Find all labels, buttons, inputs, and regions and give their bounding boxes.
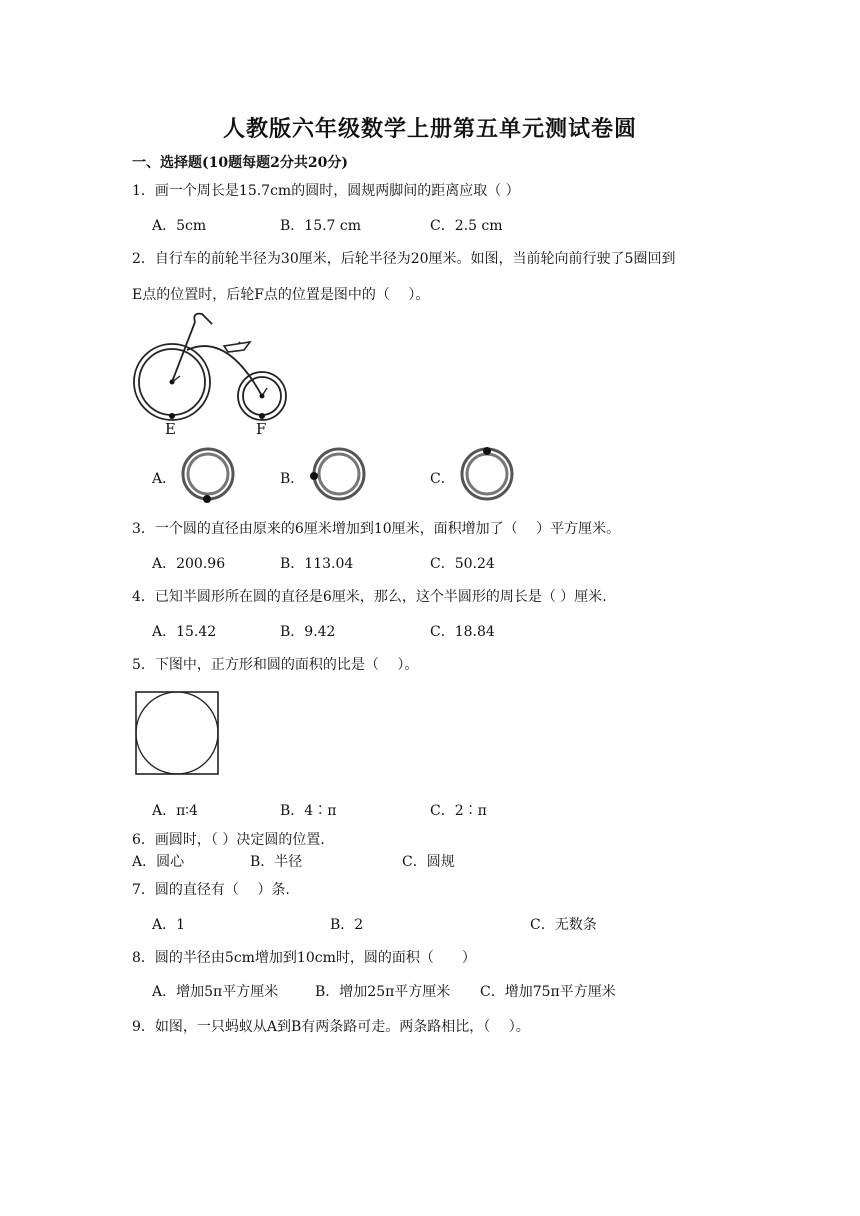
q2-option-b[interactable]: B．: [280, 471, 305, 487]
question-7: 7．圆的直径有（ ）条.: [132, 882, 290, 898]
q8-option-b[interactable]: B．增加25π平方厘米: [315, 984, 451, 1000]
q1-option-c[interactable]: C．2.5 cm: [430, 218, 503, 234]
q7-option-a[interactable]: A．1: [152, 917, 186, 933]
q4-option-c[interactable]: C．18.84: [430, 624, 495, 640]
label-e: E: [165, 420, 176, 438]
q3-option-c[interactable]: C．50.24: [430, 556, 495, 572]
question-6: 6．画圆时，（ ）决定圆的位置.: [132, 832, 325, 848]
q4-option-b[interactable]: B．9.42: [280, 624, 336, 640]
square-circle-figure: [134, 690, 224, 780]
q7-option-b[interactable]: B．2: [330, 917, 364, 933]
question-9: 9．如图，一只蚂蚁从A到B有两条路可走。两条路相比，（ ）。: [132, 1019, 530, 1035]
q5-option-b[interactable]: B．4∶π: [280, 803, 337, 819]
section-heading: 一、选择题(10题每题2分共20分): [132, 155, 348, 171]
q8-option-a[interactable]: A．增加5π平方厘米: [152, 984, 279, 1000]
q2-option-a-wheel: [178, 446, 238, 506]
question-5: 5．下图中，正方形和圆的面积的比是（ ）。: [132, 657, 419, 673]
q6-option-a[interactable]: A．圆心: [132, 854, 185, 870]
q1-option-a[interactable]: A．5cm: [152, 218, 207, 234]
question-3: 3．一个圆的直径由原来的6厘米增加到10厘米，面积增加了（ ）平方厘米。: [132, 521, 621, 537]
page-title: 人教版六年级数学上册第五单元测试卷圆: [222, 116, 637, 142]
q3-option-a[interactable]: A．200.96: [152, 556, 226, 572]
q2-option-c[interactable]: C．: [430, 471, 455, 487]
q4-option-a[interactable]: A．15.42: [152, 624, 217, 640]
q7-option-c[interactable]: C．无数条: [530, 917, 597, 933]
question-2-line-2: E点的位置时，后轮F点的位置是图中的（ ）。: [132, 287, 430, 303]
q5-option-c[interactable]: C．2∶π: [430, 803, 487, 819]
question-8: 8．圆的半径由5cm增加到10cm时，圆的面积（ ）: [132, 950, 476, 966]
question-4: 4．已知半圆形所在圆的直径是6厘米，那么，这个半圆形的周长是（ ）厘米.: [132, 589, 607, 605]
q8-option-c[interactable]: C．增加75π平方厘米: [480, 984, 616, 1000]
q3-option-b[interactable]: B．113.04: [280, 556, 354, 572]
q1-option-b[interactable]: B．15.7 cm: [280, 218, 362, 234]
q2-option-a[interactable]: A．: [152, 471, 177, 487]
q5-option-a[interactable]: A．π∶4: [152, 803, 198, 819]
q6-option-c[interactable]: C．圆规: [402, 854, 455, 870]
q2-option-b-wheel: [308, 446, 368, 506]
q2-option-c-wheel: [457, 446, 517, 506]
question-2-line-1: 2．自行车的前轮半径为30厘米，后轮半径为20厘米。如图，当前轮向前行驶了5圈回到: [132, 251, 676, 267]
question-1: 1．画一个周长是15.7cm的圆时，圆规两脚间的距离应取（ ）: [132, 183, 520, 199]
bicycle-figure: [132, 310, 292, 440]
label-f: F: [256, 420, 267, 438]
q6-option-b[interactable]: B．半径: [250, 854, 303, 870]
